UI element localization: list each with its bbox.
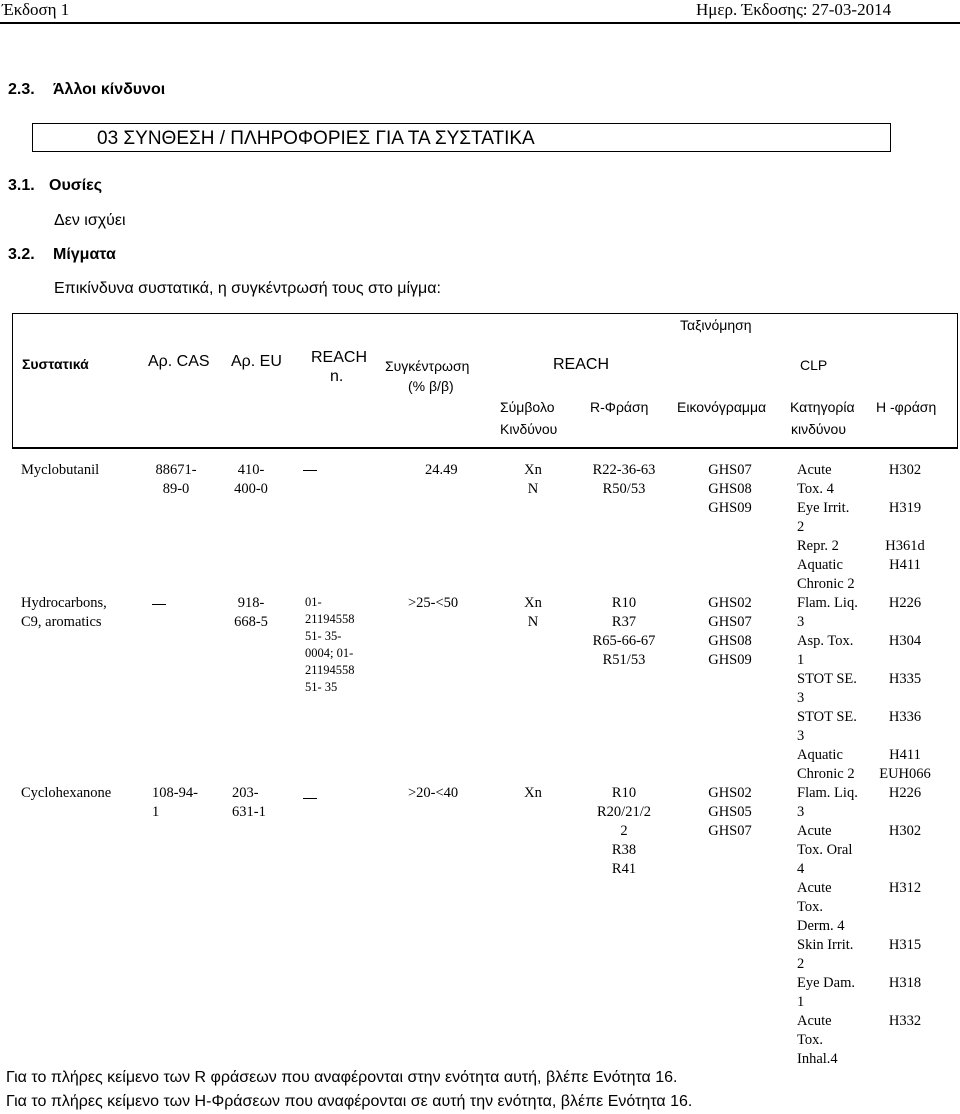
cell-pictogram: GHS02 GHS05 GHS07 (708, 785, 752, 839)
th-concentration-2: (% β/β) (408, 378, 454, 394)
cell-category: Flam. Liq. 3 Acute Tox. Oral 4 Acute Tox. Derm. 4 Skin Irrit. 2 Eye Dam. 1 Acute Tox. Inhal.4 (797, 785, 858, 1067)
th-h-phrase: H -φράση (876, 399, 937, 415)
th-reach: REACH (553, 356, 610, 373)
th-category-2: κινδύνου (791, 421, 847, 437)
section-2-3-title: Άλλοι κίνδυνοι (53, 81, 166, 98)
cell-cas: 108-94- 1 (152, 785, 198, 820)
cell-r-phrase: R10 R37 R65-66-67 R51/53 (592, 595, 656, 668)
cell-name: Myclobutanil (21, 462, 100, 478)
table-header-bottom-border (12, 448, 958, 449)
th-eu: Αρ. EU (231, 353, 282, 370)
cell-concentration: >25-<50 (408, 595, 459, 611)
cell-symbol: Xn N (524, 462, 542, 497)
cell-cas: 88671- 89-0 (155, 462, 197, 497)
footnote-h-phrases: Για το πλήρες κείμενο των H-Φράσεων που αναφέρονται σε αυτή την ενότητα, βλέπε Ενότητα 16. (6, 1093, 693, 1110)
th-reach-no-2: n. (330, 368, 344, 385)
section-3-title-box (32, 123, 891, 152)
cell-eu: 203- 631-1 (232, 785, 266, 820)
edition-label: Έκδοση 1 (2, 0, 70, 19)
cell-concentration: 24.49 (425, 462, 458, 478)
section-3-2-title: Μίγματα (53, 246, 116, 263)
header-divider (0, 22, 960, 24)
footnote-r-phrases: Για το πλήρες κείμενο των R φράσεων που αναφέρονται στην ενότητα αυτή, βλέπε Ενότητα 16. (6, 1069, 678, 1086)
cell-symbol: Xn N (524, 595, 542, 630)
edition-date: Ημερ. Έκδοσης: 27-03-2014 (696, 0, 892, 19)
cell-concentration: >20-<40 (408, 785, 459, 801)
cell-category: Acute Tox. 4 Eye Irrit. 2 Repr. 2 Aquatic Chronic 2 (797, 462, 855, 592)
th-concentration-1: Συγκέντρωση (385, 358, 470, 374)
th-classification: Ταξινόμηση (680, 317, 752, 333)
section-3-title: 03 ΣΥΝΘΕΣΗ / ΠΛΗΡΟΦΟΡΙΕΣ ΓΙΑ ΤΑ ΣΥΣΤΑΤΙΚΑ (97, 128, 535, 149)
th-r-phrase: R-Φράση (590, 399, 649, 415)
cell-eu: 410- 400-0 (234, 462, 268, 497)
th-symbol-1: Σύμβολο (500, 399, 555, 415)
cell-cas-empty (152, 604, 166, 605)
cell-name: Cyclohexanone (21, 785, 112, 801)
th-cas: Αρ. CAS (148, 353, 210, 370)
th-symbol-2: Κινδύνου (500, 421, 558, 437)
cell-h-phrase: H226 H304 H335 H336 H411 EUH066 (879, 595, 931, 782)
cell-pictogram: GHS02 GHS07 GHS08 GHS09 (708, 595, 752, 668)
th-ingredients: Συστατικά (22, 356, 89, 372)
cell-r-phrase: R10 R20/21/2 2 R38 R41 (597, 785, 651, 877)
cell-symbol: Xn (524, 785, 542, 801)
cell-h-phrase: H302 H319 H361d H411 (885, 462, 925, 573)
section-2-3-number: 2.3. (8, 81, 35, 98)
cell-reach-no: 01- 21194558 51- 35- 0004; 01- 21194558 51- 35 (305, 595, 355, 694)
cell-category: Flam. Liq. 3 Asp. Tox. 1 STOT SE. 3 STOT SE. 3 Aquatic Chronic 2 (797, 595, 858, 782)
th-reach-no-1: REACH (311, 349, 368, 366)
cell-reach-no-empty (303, 798, 317, 799)
th-category-1: Κατηγορία (790, 399, 855, 415)
cell-eu: 918- 668-5 (234, 595, 268, 630)
th-pictogram: Εικονόγραμμα (677, 399, 767, 415)
cell-r-phrase: R22-36-63 R50/53 (592, 462, 656, 497)
th-clp: CLP (800, 357, 828, 373)
section-3-2-text: Επικίνδυνα συστατικά, η συγκέντρωσή τους στο μίγμα: (54, 280, 441, 297)
cell-pictogram: GHS07 GHS08 GHS09 (708, 462, 752, 516)
cell-h-phrase: H226 H302 H312 H315 H318 H332 (888, 785, 922, 1029)
section-3-1-number: 3.1. (8, 177, 35, 194)
cell-reach-no-empty (303, 470, 317, 471)
cell-name: Hydrocarbons, C9, aromatics (21, 595, 107, 630)
section-3-1-text: Δεν ισχύει (54, 212, 126, 229)
section-3-1-title: Ουσίες (49, 177, 103, 194)
section-3-2-number: 3.2. (8, 246, 35, 263)
